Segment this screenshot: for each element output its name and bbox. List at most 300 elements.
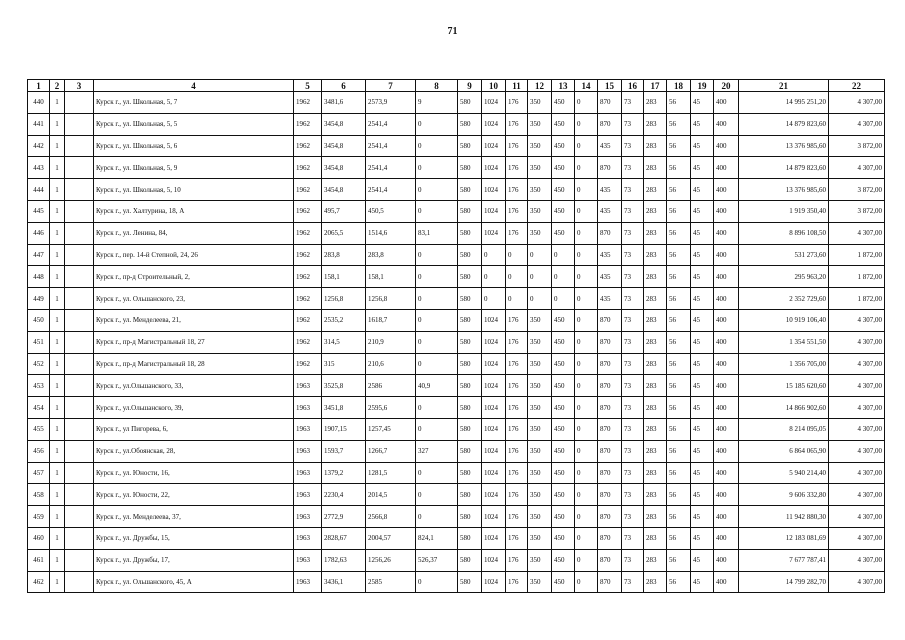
table-cell: 400 <box>714 179 739 201</box>
table-cell: 870 <box>598 309 622 331</box>
table-cell: 73 <box>622 397 644 419</box>
table-header-row <box>28 80 885 92</box>
table-cell: 350 <box>528 309 552 331</box>
table-cell: 283 <box>644 418 667 440</box>
table-cell: 1024 <box>482 506 506 528</box>
column-header: 8 <box>416 80 458 92</box>
table-cell: 73 <box>622 157 644 179</box>
table-cell: 450 <box>552 549 575 571</box>
table-row <box>28 244 885 266</box>
table-row <box>28 397 885 419</box>
table-cell: 0 <box>575 266 598 288</box>
table-cell: 0 <box>575 549 598 571</box>
table-cell: 1618,7 <box>366 309 416 331</box>
table-cell: 495,7 <box>322 200 366 222</box>
table-cell: 4 307,00 <box>829 397 885 419</box>
table-cell: 0 <box>575 200 598 222</box>
table-cell: Курск г., ул. Школьная, 5, 5 <box>94 113 294 135</box>
table-cell: 350 <box>528 506 552 528</box>
table-cell: 176 <box>506 397 528 419</box>
column-header: 13 <box>552 80 575 92</box>
table-cell: 400 <box>714 527 739 549</box>
table-cell: 56 <box>667 244 691 266</box>
table-cell <box>65 288 94 310</box>
table-cell: 45 <box>691 179 714 201</box>
table-cell: 73 <box>622 527 644 549</box>
table-cell: 4 307,00 <box>829 484 885 506</box>
table-cell: 0 <box>575 353 598 375</box>
table-cell: Курск г., ул. Школьная, 5, 7 <box>94 92 294 114</box>
table-cell: 400 <box>714 418 739 440</box>
table-cell: 450 <box>552 375 575 397</box>
table-cell: 400 <box>714 440 739 462</box>
table-cell: 283 <box>644 440 667 462</box>
table-cell: 453 <box>28 375 50 397</box>
table-cell: 4 307,00 <box>829 353 885 375</box>
table-cell: 73 <box>622 462 644 484</box>
table-cell: 45 <box>691 222 714 244</box>
table-cell: 441 <box>28 113 50 135</box>
table-cell: 0 <box>416 418 458 440</box>
table-cell: 400 <box>714 244 739 266</box>
table-cell: 2772,9 <box>322 506 366 528</box>
table-cell: 283 <box>644 179 667 201</box>
column-header: 1 <box>28 80 50 92</box>
table-cell: Курск г., ул. Школьная, 5, 6 <box>94 135 294 157</box>
table-cell: 10 919 106,40 <box>739 309 829 331</box>
table-cell: 447 <box>28 244 50 266</box>
table-cell: 455 <box>28 418 50 440</box>
table-cell: 0 <box>482 244 506 266</box>
table-cell: 3525,8 <box>322 375 366 397</box>
column-header: 14 <box>575 80 598 92</box>
table-cell: 580 <box>458 331 482 353</box>
table-cell: 1962 <box>294 309 322 331</box>
table-cell: 1 <box>50 266 65 288</box>
table-row <box>28 92 885 114</box>
table-cell: 1281,5 <box>366 462 416 484</box>
table-cell: 580 <box>458 288 482 310</box>
table-cell: 450 <box>552 353 575 375</box>
table-cell: Курск г., ул.Обоянская, 28, <box>94 440 294 462</box>
table-cell: 45 <box>691 397 714 419</box>
table-cell: 1963 <box>294 462 322 484</box>
table-cell: Курск г., ул. Ленина, 84, <box>94 222 294 244</box>
table-cell: 8 214 095,05 <box>739 418 829 440</box>
table-cell: 0 <box>575 244 598 266</box>
table-row <box>28 135 885 157</box>
table-cell: 73 <box>622 179 644 201</box>
table-cell: 4 307,00 <box>829 571 885 593</box>
table-cell: 73 <box>622 309 644 331</box>
table-cell: 350 <box>528 549 552 571</box>
table-cell: 461 <box>28 549 50 571</box>
table-cell: Курск г., пр-д Магистральный 18, 27 <box>94 331 294 353</box>
table-cell: Курск г., пер. 14-й Степной, 24, 26 <box>94 244 294 266</box>
table-cell: 56 <box>667 92 691 114</box>
table-cell: 283 <box>644 331 667 353</box>
table-cell: 400 <box>714 135 739 157</box>
table-cell: 1 <box>50 222 65 244</box>
table-cell: 1024 <box>482 527 506 549</box>
table-cell: 1962 <box>294 244 322 266</box>
table-cell: 1 872,00 <box>829 266 885 288</box>
table-cell: 14 995 251,20 <box>739 92 829 114</box>
table-cell: 1 <box>50 113 65 135</box>
table-cell: 454 <box>28 397 50 419</box>
table-cell: 350 <box>528 462 552 484</box>
table-cell <box>65 462 94 484</box>
table-cell: 1 <box>50 484 65 506</box>
table-cell: 210,9 <box>366 331 416 353</box>
table-cell: 56 <box>667 462 691 484</box>
table-cell: 56 <box>667 571 691 593</box>
table-cell: 440 <box>28 92 50 114</box>
table-cell: 460 <box>28 527 50 549</box>
table-cell: 45 <box>691 92 714 114</box>
table-cell: 176 <box>506 309 528 331</box>
table-cell: 73 <box>622 375 644 397</box>
table-cell: 4 307,00 <box>829 462 885 484</box>
table-cell: 283 <box>644 157 667 179</box>
table-cell: 327 <box>416 440 458 462</box>
table-cell: 45 <box>691 113 714 135</box>
table-cell: 5 940 214,40 <box>739 462 829 484</box>
table-cell: 870 <box>598 92 622 114</box>
table-cell: Курск г., ул. Юности, 22, <box>94 484 294 506</box>
table-cell: 0 <box>575 135 598 157</box>
table-cell: 4 307,00 <box>829 506 885 528</box>
table-cell: 176 <box>506 135 528 157</box>
column-header: 22 <box>829 80 885 92</box>
table-cell: 448 <box>28 266 50 288</box>
table-cell: 4 307,00 <box>829 309 885 331</box>
table-cell: Курск г., ул Пигорева, 6, <box>94 418 294 440</box>
table-cell: 210,6 <box>366 353 416 375</box>
table-cell: 1 <box>50 462 65 484</box>
column-header: 18 <box>667 80 691 92</box>
table-cell: 1962 <box>294 179 322 201</box>
table-cell: 2535,2 <box>322 309 366 331</box>
table-cell: 1963 <box>294 527 322 549</box>
table-cell: 457 <box>28 462 50 484</box>
table-cell: 14 866 902,60 <box>739 397 829 419</box>
table-cell: 580 <box>458 266 482 288</box>
table-cell: Курск г., ул. Дружбы, 15, <box>94 527 294 549</box>
table-cell: 1963 <box>294 375 322 397</box>
table-cell: 3481,6 <box>322 92 366 114</box>
table-cell: 283 <box>644 484 667 506</box>
table-cell: 158,1 <box>322 266 366 288</box>
table-cell: 283 <box>644 309 667 331</box>
table-cell: 2065,5 <box>322 222 366 244</box>
table-cell: 283 <box>644 527 667 549</box>
table-cell: 0 <box>416 200 458 222</box>
table-cell <box>65 157 94 179</box>
table-cell: 73 <box>622 222 644 244</box>
table-cell: 1962 <box>294 135 322 157</box>
table-cell: 56 <box>667 527 691 549</box>
table-cell: 45 <box>691 135 714 157</box>
table-cell: 0 <box>506 288 528 310</box>
table-cell: 0 <box>575 506 598 528</box>
table-cell: 450 <box>552 92 575 114</box>
table-cell: 1 <box>50 549 65 571</box>
table-cell: 45 <box>691 244 714 266</box>
table-cell: Курск г., ул. Юности, 16, <box>94 462 294 484</box>
table-cell: 1024 <box>482 113 506 135</box>
table-cell: 0 <box>575 440 598 462</box>
table-cell: 870 <box>598 397 622 419</box>
table-cell: 0 <box>416 397 458 419</box>
table-cell: Курск г., ул. Ольшанского, 23, <box>94 288 294 310</box>
table-cell: 1962 <box>294 353 322 375</box>
table-row <box>28 484 885 506</box>
housing-registry-table <box>27 79 885 593</box>
table-cell: 1256,8 <box>366 288 416 310</box>
table-cell: 1024 <box>482 353 506 375</box>
table-cell: 580 <box>458 135 482 157</box>
table-cell: 0 <box>575 92 598 114</box>
table-cell: 531 273,60 <box>739 244 829 266</box>
table-cell: Курск г., ул. Ольшанского, 45, А <box>94 571 294 593</box>
table-cell <box>65 309 94 331</box>
table-cell: 1962 <box>294 222 322 244</box>
table-cell: 0 <box>482 288 506 310</box>
table-cell: 870 <box>598 506 622 528</box>
table-cell: 400 <box>714 309 739 331</box>
table-cell: 83,1 <box>416 222 458 244</box>
table-cell: 0 <box>575 484 598 506</box>
table-cell: 14 799 282,70 <box>739 571 829 593</box>
table-cell: 15 185 620,60 <box>739 375 829 397</box>
table-cell: 13 376 985,60 <box>739 135 829 157</box>
table-cell: 1024 <box>482 92 506 114</box>
table-cell: 1256,8 <box>322 288 366 310</box>
table-cell: 283 <box>644 397 667 419</box>
table-cell: 1963 <box>294 397 322 419</box>
table-cell: 0 <box>552 288 575 310</box>
table-cell: 1 872,00 <box>829 244 885 266</box>
table-cell: 283 <box>644 200 667 222</box>
table-cell: Курск г., ул. Менделеева, 37, <box>94 506 294 528</box>
table-cell: Курск г., ул. Школьная, 5, 10 <box>94 179 294 201</box>
table-cell: 2566,8 <box>366 506 416 528</box>
table-cell: 2230,4 <box>322 484 366 506</box>
table-cell: 580 <box>458 179 482 201</box>
table-cell: 73 <box>622 331 644 353</box>
table-cell: 1257,45 <box>366 418 416 440</box>
table-cell: 1024 <box>482 571 506 593</box>
table-cell: 45 <box>691 571 714 593</box>
table-cell <box>65 527 94 549</box>
table-cell: 56 <box>667 484 691 506</box>
table-cell: 450 <box>552 506 575 528</box>
table-cell: 2585 <box>366 571 416 593</box>
table-cell: 0 <box>575 288 598 310</box>
table-row <box>28 418 885 440</box>
table-cell: 2541,4 <box>366 179 416 201</box>
table-cell: 1593,7 <box>322 440 366 462</box>
table-cell: 1 <box>50 92 65 114</box>
table-cell: 1024 <box>482 222 506 244</box>
table-cell: 870 <box>598 527 622 549</box>
table-cell: 1962 <box>294 331 322 353</box>
table-cell: 4 307,00 <box>829 440 885 462</box>
table-cell: 6 864 065,90 <box>739 440 829 462</box>
table-cell: 56 <box>667 157 691 179</box>
table-cell: 350 <box>528 571 552 593</box>
table-row <box>28 353 885 375</box>
table-cell: 176 <box>506 440 528 462</box>
table-row <box>28 288 885 310</box>
table-cell: 1962 <box>294 266 322 288</box>
table-cell: 1962 <box>294 288 322 310</box>
table-cell: 56 <box>667 397 691 419</box>
table-cell <box>65 244 94 266</box>
table-cell: 56 <box>667 375 691 397</box>
table-cell: 400 <box>714 266 739 288</box>
table-cell: 0 <box>575 309 598 331</box>
table-cell: 580 <box>458 462 482 484</box>
table-cell: 0 <box>416 506 458 528</box>
column-header: 3 <box>65 80 94 92</box>
table-cell: 283,8 <box>366 244 416 266</box>
table-cell: 1 <box>50 288 65 310</box>
table-cell: 3454,8 <box>322 179 366 201</box>
table-cell: 14 879 823,60 <box>739 157 829 179</box>
table-cell <box>65 266 94 288</box>
table-cell: 40,9 <box>416 375 458 397</box>
table-cell: 2541,4 <box>366 113 416 135</box>
table-cell: 400 <box>714 462 739 484</box>
table-cell: 45 <box>691 309 714 331</box>
table-cell <box>65 92 94 114</box>
table-cell: 0 <box>528 266 552 288</box>
table-cell: 0 <box>575 375 598 397</box>
table-cell: 56 <box>667 288 691 310</box>
table-cell: 1024 <box>482 200 506 222</box>
table-cell: 45 <box>691 266 714 288</box>
table-cell: 435 <box>598 266 622 288</box>
column-header: 16 <box>622 80 644 92</box>
table-cell: 45 <box>691 288 714 310</box>
table-cell: 1 <box>50 309 65 331</box>
table-row <box>28 440 885 462</box>
table-row <box>28 331 885 353</box>
table-cell: 1 <box>50 397 65 419</box>
table-cell: 45 <box>691 440 714 462</box>
table-row <box>28 113 885 135</box>
table-cell: Курск г., ул.Ольшанского, 39, <box>94 397 294 419</box>
table-cell: 1 <box>50 506 65 528</box>
table-cell: 0 <box>575 157 598 179</box>
table-cell: 451 <box>28 331 50 353</box>
table-cell: 3454,8 <box>322 135 366 157</box>
table-cell: 400 <box>714 397 739 419</box>
table-cell: 0 <box>416 266 458 288</box>
table-cell <box>65 397 94 419</box>
table-cell: 1379,2 <box>322 462 366 484</box>
column-header: 9 <box>458 80 482 92</box>
table-cell: 870 <box>598 484 622 506</box>
table-cell: 314,5 <box>322 331 366 353</box>
table-cell: 73 <box>622 244 644 266</box>
table-cell: 870 <box>598 418 622 440</box>
table-cell: 350 <box>528 179 552 201</box>
table-cell: 1 <box>50 135 65 157</box>
table-cell <box>65 331 94 353</box>
table-cell: 435 <box>598 200 622 222</box>
table-cell: 435 <box>598 244 622 266</box>
table-cell: 350 <box>528 440 552 462</box>
table-cell: 580 <box>458 571 482 593</box>
table-cell: 1963 <box>294 440 322 462</box>
table-cell: 56 <box>667 549 691 571</box>
table-cell: 350 <box>528 331 552 353</box>
column-header: 21 <box>739 80 829 92</box>
table-cell: 1024 <box>482 440 506 462</box>
table-cell: 283 <box>644 288 667 310</box>
table-cell: 870 <box>598 549 622 571</box>
table-cell: 45 <box>691 353 714 375</box>
table-cell: 1962 <box>294 113 322 135</box>
table-cell: 56 <box>667 418 691 440</box>
table-cell: 4 307,00 <box>829 92 885 114</box>
table-cell: 56 <box>667 309 691 331</box>
table-cell: 3436,1 <box>322 571 366 593</box>
table-cell: 73 <box>622 506 644 528</box>
table-cell: 400 <box>714 92 739 114</box>
table-cell: 580 <box>458 222 482 244</box>
table-cell: 176 <box>506 113 528 135</box>
table-cell: 45 <box>691 462 714 484</box>
table-cell: 1 919 350,40 <box>739 200 829 222</box>
table-cell: 1782,63 <box>322 549 366 571</box>
table-cell <box>65 418 94 440</box>
table-cell: 4 307,00 <box>829 527 885 549</box>
table-cell: 73 <box>622 113 644 135</box>
table-cell: 462 <box>28 571 50 593</box>
table-cell: 450 <box>552 484 575 506</box>
column-header: 2 <box>50 80 65 92</box>
table-cell: 445 <box>28 200 50 222</box>
table-cell: 315 <box>322 353 366 375</box>
table-cell: 824,1 <box>416 527 458 549</box>
table-cell: 176 <box>506 571 528 593</box>
table-cell: 1024 <box>482 309 506 331</box>
table-cell: 580 <box>458 244 482 266</box>
page-number: 71 <box>447 26 458 37</box>
table-cell: 400 <box>714 200 739 222</box>
table-cell: 2586 <box>366 375 416 397</box>
table-cell: 0 <box>575 527 598 549</box>
table-cell: 0 <box>416 353 458 375</box>
table-cell: 176 <box>506 484 528 506</box>
table-cell: 870 <box>598 157 622 179</box>
table-cell: 0 <box>575 113 598 135</box>
table-cell: 45 <box>691 200 714 222</box>
column-header: 5 <box>294 80 322 92</box>
table-cell: 283 <box>644 571 667 593</box>
table-cell: 350 <box>528 157 552 179</box>
table-cell: 1024 <box>482 397 506 419</box>
table-cell: 45 <box>691 331 714 353</box>
table-cell: 3454,8 <box>322 157 366 179</box>
table-cell: 176 <box>506 222 528 244</box>
table-cell: 450 <box>552 397 575 419</box>
table-cell: 1 <box>50 157 65 179</box>
